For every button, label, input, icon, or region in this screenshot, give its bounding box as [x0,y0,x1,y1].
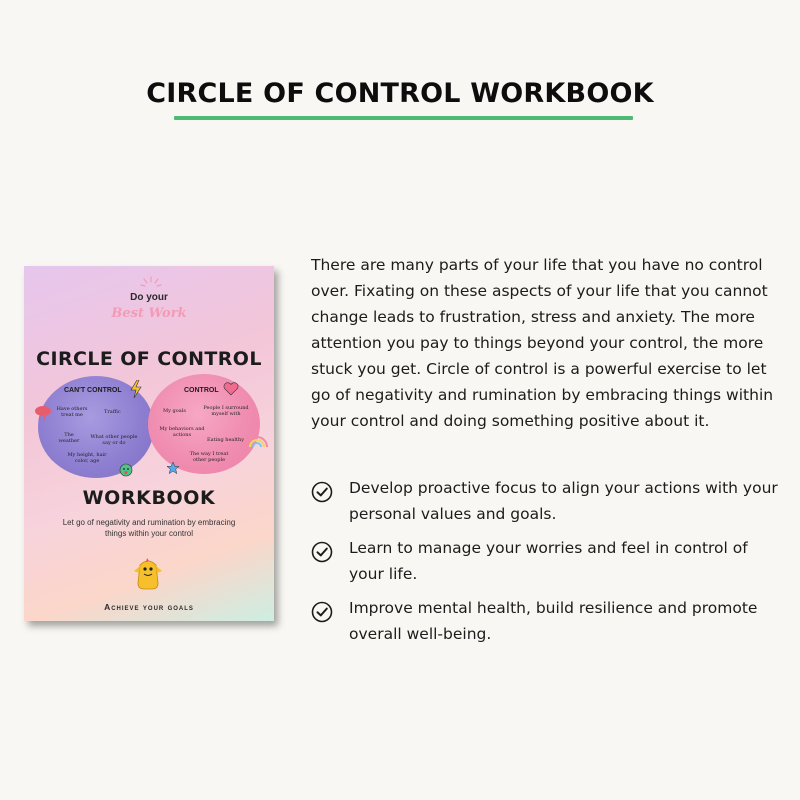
cover-footer: Achieve your goals [104,602,194,612]
cover-circle-title: CIRCLE OF CONTROL [36,348,262,370]
cant-control-item: The weather [58,432,80,444]
heart-icon [223,382,239,396]
control-item: My goals [163,408,186,414]
cover-best-work: Best Work [111,306,187,321]
cover-subtitle: Let go of negativity and rumination by embracing things within your control [62,518,236,538]
workbook-cover-image [24,266,274,621]
control-heading: CONTROL [184,387,219,394]
storm-cloud-icon [33,404,53,422]
benefits-list [311,475,781,655]
control-item: People I surround myself with [203,405,249,417]
benefit-item [311,475,781,527]
star-icon [166,461,180,475]
page-title: CIRCLE OF CONTROL WORKBOOK [146,78,654,109]
product-description: There are many parts of your life that you have no control over. Fixating on these aspects of your life that you cannot change leads to frustration, stress and anxiety. The more attention you pay to things beyond your control, the more stuck you get. Circle of control is a powerful exercise to let go of negativity and rumination by embracing things within your control and doing something positive about it. [311,256,774,430]
benefit-item [311,535,781,587]
cant-control-item: What other people say or do [90,434,138,446]
cover-do-your: Do your [130,292,168,303]
benefit-text: Improve mental health, build resilience and promote overall well-being. [349,599,758,643]
control-item: My behaviors and actions [159,426,205,438]
cant-control-item: Have others treat me [56,406,88,418]
benefit-text: Develop proactive focus to align your actions with your personal values and goals. [349,479,778,523]
cant-control-item: Traffic [104,409,121,415]
rainbow-icon [245,434,269,448]
cant-control-heading: CAN'T CONTROL [64,387,122,394]
smiley-icon [119,463,133,477]
cover-workbook-title: WORKBOOK [82,487,216,509]
monster-icon [132,557,164,591]
benefit-item [311,595,781,647]
sparkle-icon [140,276,162,288]
benefit-text: Learn to manage your worries and feel in control of your life. [349,539,748,583]
cant-control-item: My height, hair color, age [67,452,107,464]
title-underline [174,116,633,120]
lightning-icon [130,380,142,398]
check-circle-icon [311,481,333,503]
control-item: The way I treat other people [189,451,229,463]
check-circle-icon [311,601,333,623]
control-item: Eating healthy [207,437,245,443]
check-circle-icon [311,541,333,563]
